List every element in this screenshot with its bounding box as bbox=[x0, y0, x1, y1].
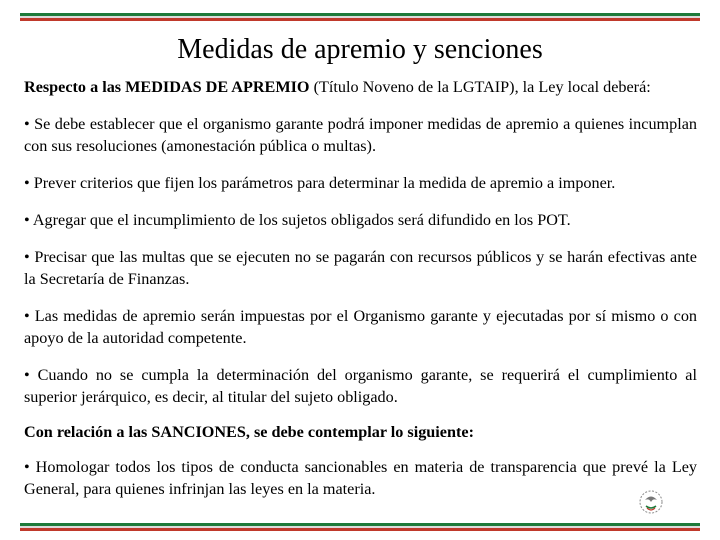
page-title: Medidas de apremio y senciones bbox=[177, 34, 543, 65]
sanciones-heading: Con relación a las SANCIONES, se debe contemplar lo siguiente: bbox=[24, 423, 474, 441]
intro-bold: Respecto a las MEDIDAS DE APREMIO bbox=[24, 78, 310, 96]
top-stripe-red bbox=[20, 18, 700, 21]
bullet-apremio-4: • Precisar que las multas que se ejecuten no se pagarán con recursos públicos y se harán efectivas ante la Secretaría de Finanzas. bbox=[24, 248, 697, 288]
intro-rest: (Título Noveno de la LGTAIP), la Ley local deberá: bbox=[309, 78, 651, 96]
bullet-apremio-2: • Prever criterios que fijen los parámetros para determinar la medida de apremio a imponer. bbox=[24, 174, 616, 192]
bullet-apremio-3: • Agregar que el incumplimiento de los sujetos obligados será difundido en los POT. bbox=[24, 211, 571, 229]
bullet-apremio-6: • Cuando no se cumpla la determinación del organismo garante, se requerirá el cumplimiento al superior jerárquico, es decir, al titular del sujeto obligado. bbox=[24, 366, 697, 406]
bullet-apremio-1: • Se debe establecer que el organismo garante podrá imponer medidas de apremio a quienes incumplan con sus resoluciones (amonestación pública o multas). bbox=[24, 115, 697, 155]
bottom-stripe-red bbox=[20, 528, 700, 531]
bullet-sanciones-1: • Homologar todos los tipos de conducta sancionables en materia de transparencia que prevé la Ley General, para quienes infrinjan las leyes en la materia. bbox=[24, 458, 697, 498]
mexican-coat-of-arms-icon bbox=[636, 488, 666, 518]
bullet-apremio-5: • Las medidas de apremio serán impuestas por el Organismo garante y ejecutadas por sí mismo o con apoyo de la autoridad competente. bbox=[24, 307, 697, 347]
intro-paragraph bbox=[24, 76, 697, 98]
document-body bbox=[24, 76, 697, 515]
